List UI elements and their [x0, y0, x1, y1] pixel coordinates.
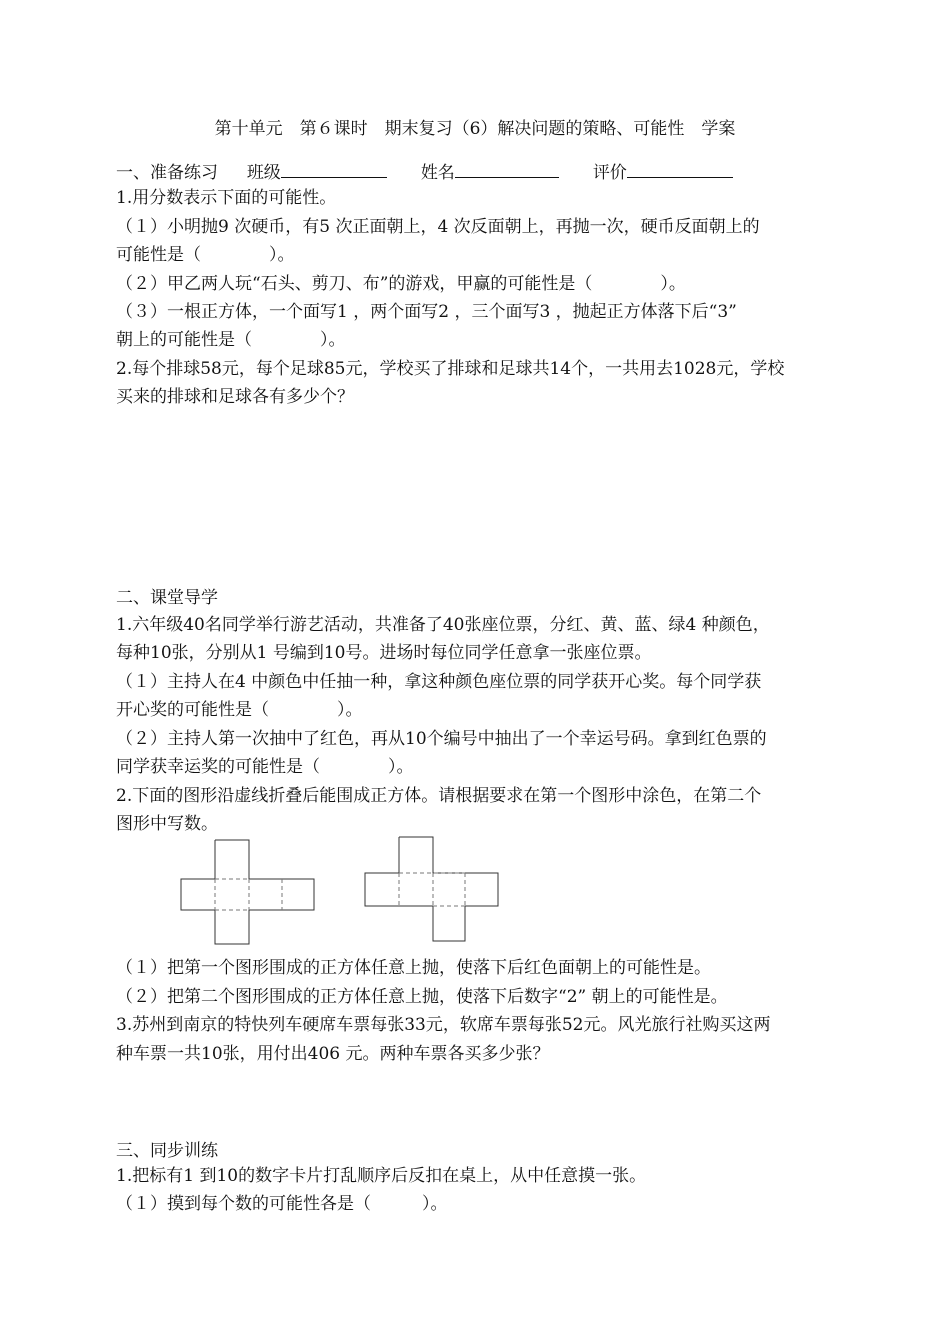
- name-blank[interactable]: [455, 161, 559, 178]
- name-label: 姓名: [420, 163, 455, 183]
- question-text: （１）把第一个图形围成的正方体任意上抛，使落下后红色面朝上的可能性是。: [116, 958, 711, 978]
- question-text: 2.下面的图形沿虚线折叠后能围成正方体。请根据要求在第一个图形中涂色，在第二个: [116, 786, 762, 806]
- cube-net-figure-1: [178, 838, 318, 948]
- question-text: 开心奖的可能性是（ ）。: [116, 700, 363, 720]
- question-text: 种车票一共10张，用付出406 元。两种车票各买多少张？: [116, 1044, 550, 1064]
- question-text: 1.用分数表示下面的可能性。: [116, 188, 337, 208]
- question-text: （１）主持人在4 中颜色中任抽一种，拿这种颜色座位票的同学获开心奖。每个同学获: [116, 672, 762, 692]
- question-text: 2.每个排球58元，每个足球85元，学校买了排球和足球共14个，一共用去1028元，学校: [116, 359, 785, 379]
- page-title: 第十单元 第６课时 期末复习（6）解决问题的策略、可能性 学案: [214, 119, 736, 139]
- section-heading: 一、准备练习: [116, 163, 218, 183]
- question-text: 同学获幸运奖的可能性是（ ）。: [116, 757, 414, 777]
- class-label: 班级: [246, 163, 281, 183]
- question-text: 3.苏州到南京的特快列车硬席车票每张33元，软席车票每张52元。风光旅行社购买这两: [116, 1015, 771, 1035]
- class-blank[interactable]: [281, 161, 387, 178]
- cube-net-figure-2: [362, 835, 502, 945]
- student-info-row: [236, 139, 733, 184]
- question-text: （２）主持人第一次抽中了红色，再从10个编号中抽出了一个幸运号码。拿到红色票的: [116, 729, 767, 749]
- question-text: 朝上的可能性是（ ）。: [116, 330, 346, 350]
- question-text: 图形中写数。: [116, 814, 218, 834]
- eval-blank[interactable]: [627, 161, 733, 178]
- question-text: 买来的排球和足球各有多少个？: [116, 387, 354, 407]
- question-text: （２）把第二个图形围成的正方体任意上抛，使落下后数字“2” 朝上的可能性是。: [116, 987, 728, 1007]
- question-text: （１）小明抛9 次硬币，有5 次正面朝上，4 次反面朝上，再抛一次，硬币反面朝上的: [116, 217, 760, 237]
- question-text: （３）一根正方体，一个面写1 ，两个面写2 ，三个面写3 ，抛起正方体落下后“3”: [116, 302, 737, 322]
- question-text: 1.把标有1 到10的数字卡片打乱顺序后反扣在桌上，从中任意摸一张。: [116, 1166, 647, 1186]
- question-text: 可能性是（ ）。: [116, 245, 295, 265]
- eval-label: 评价: [592, 163, 627, 183]
- question-text: 每种10张，分别从1 号编到10号。进场时每位同学任意拿一张座位票。: [116, 643, 652, 663]
- question-text: 1.六年级40名同学举行游艺活动，共准备了40张座位票，分红、黄、蓝、绿4 种颜色，: [116, 615, 770, 635]
- question-text: （１）摸到每个数的可能性各是（ ）。: [116, 1194, 448, 1214]
- section-heading: 三、同步训练: [116, 1141, 218, 1161]
- question-text: （２）甲乙两人玩“石头、剪刀、布”的游戏，甲赢的可能性是（ ）。: [116, 274, 686, 294]
- section-heading: 二、课堂导学: [116, 588, 218, 608]
